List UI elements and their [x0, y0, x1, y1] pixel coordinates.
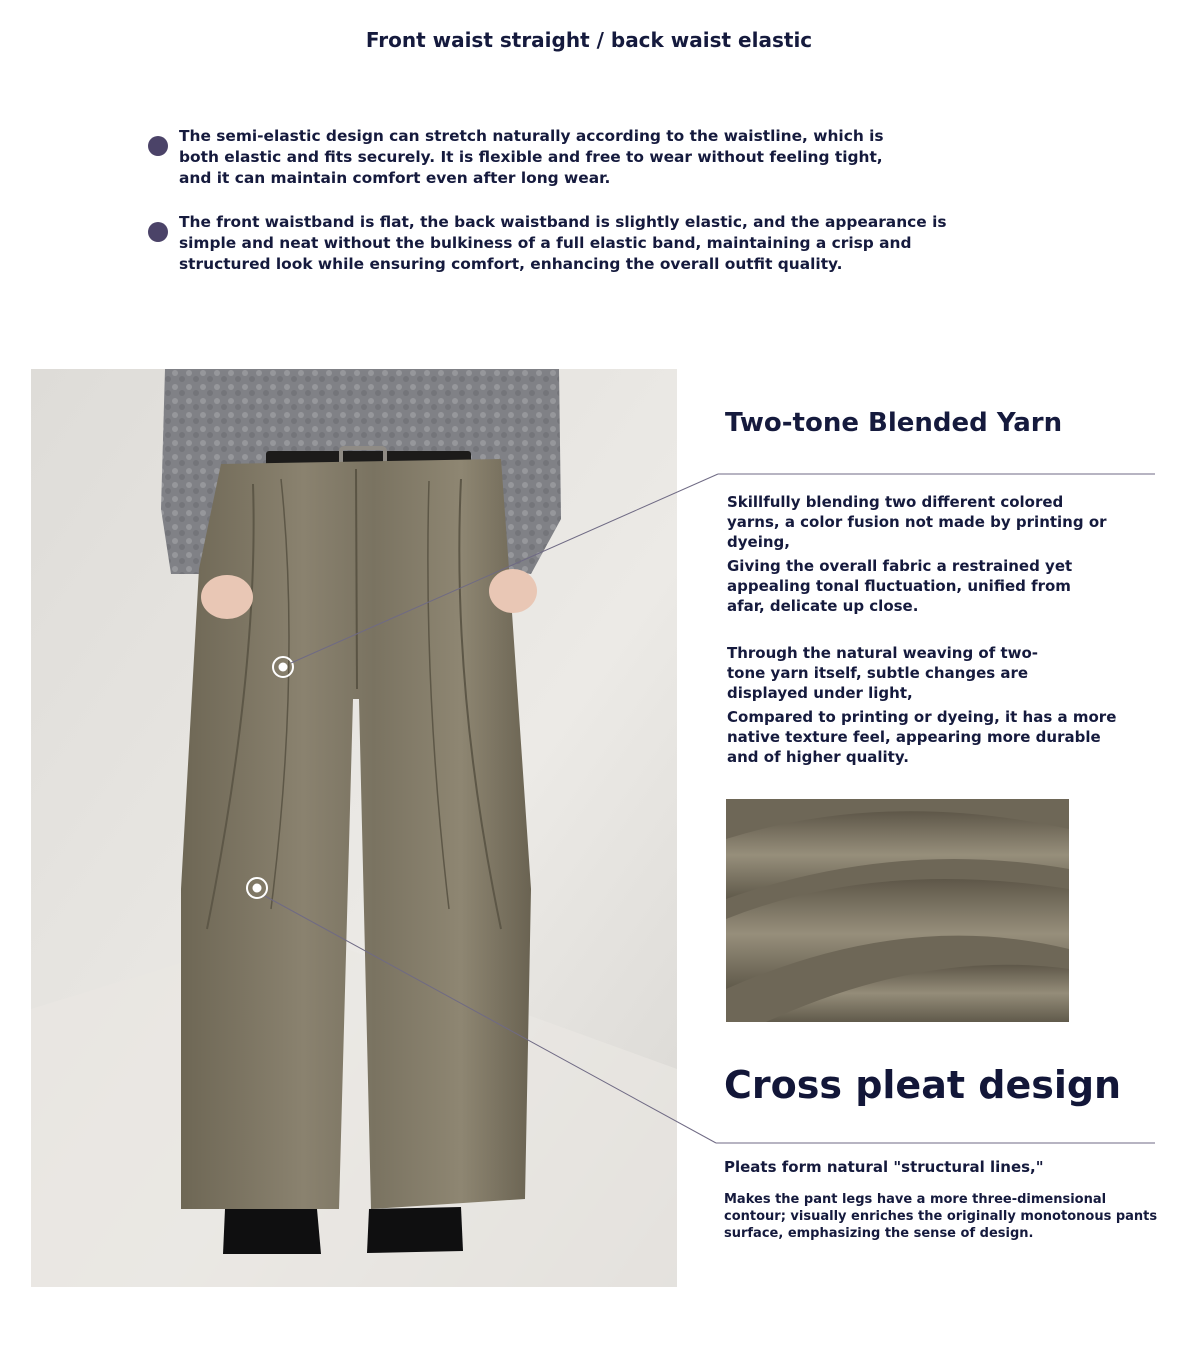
feature-item [148, 126, 884, 189]
yarn-paragraph: Giving the overall fabric a restrained yet appealing tonal fluctuation, unified from afar, delicate up close. [727, 557, 1073, 615]
bullet-dot-icon [148, 136, 168, 156]
product-photo [31, 369, 677, 1287]
fabric-swatch-image [726, 799, 1069, 1022]
feature-item [148, 212, 947, 275]
bullet-dot-icon [148, 222, 168, 242]
feature-text: The semi-elastic design can stretch naturally according to the waistline, which is both elastic and fits securely. It is flexible and free to wear without feeling tight, and it can maintain comfort even after long wear. [179, 127, 884, 187]
page-title: Front waist straight / back waist elastic [365, 28, 813, 52]
pleat-subheading: Pleats form natural "structural lines," [724, 1158, 1044, 1176]
pleat-heading: Cross pleat design [724, 1063, 1122, 1107]
yarn-paragraph: Through the natural weaving of two- tone yarn itself, subtle changes are displayed under light, [727, 644, 1039, 702]
yarn-paragraph: Compared to printing or dyeing, it has a more native texture feel, appearing more durable and of higher quality. [727, 708, 1117, 766]
yarn-paragraph: Skillfully blending two different colored yarns, a color fusion not made by printing or dyeing, [727, 493, 1107, 551]
yarn-heading: Two-tone Blended Yarn [725, 408, 1063, 438]
feature-text: The front waistband is flat, the back waistband is slightly elastic, and the appearance is simple and neat without the bulkiness of a full elastic band, maintaining a crisp and structured look while ensuring comfort, enhancing the overall outfit quality. [179, 213, 947, 273]
pleat-description: Makes the pant legs have a more three-dimensional contour; visually enriches the originally monotonous pants surface, emphasizing the sense of design. [724, 1192, 1158, 1241]
